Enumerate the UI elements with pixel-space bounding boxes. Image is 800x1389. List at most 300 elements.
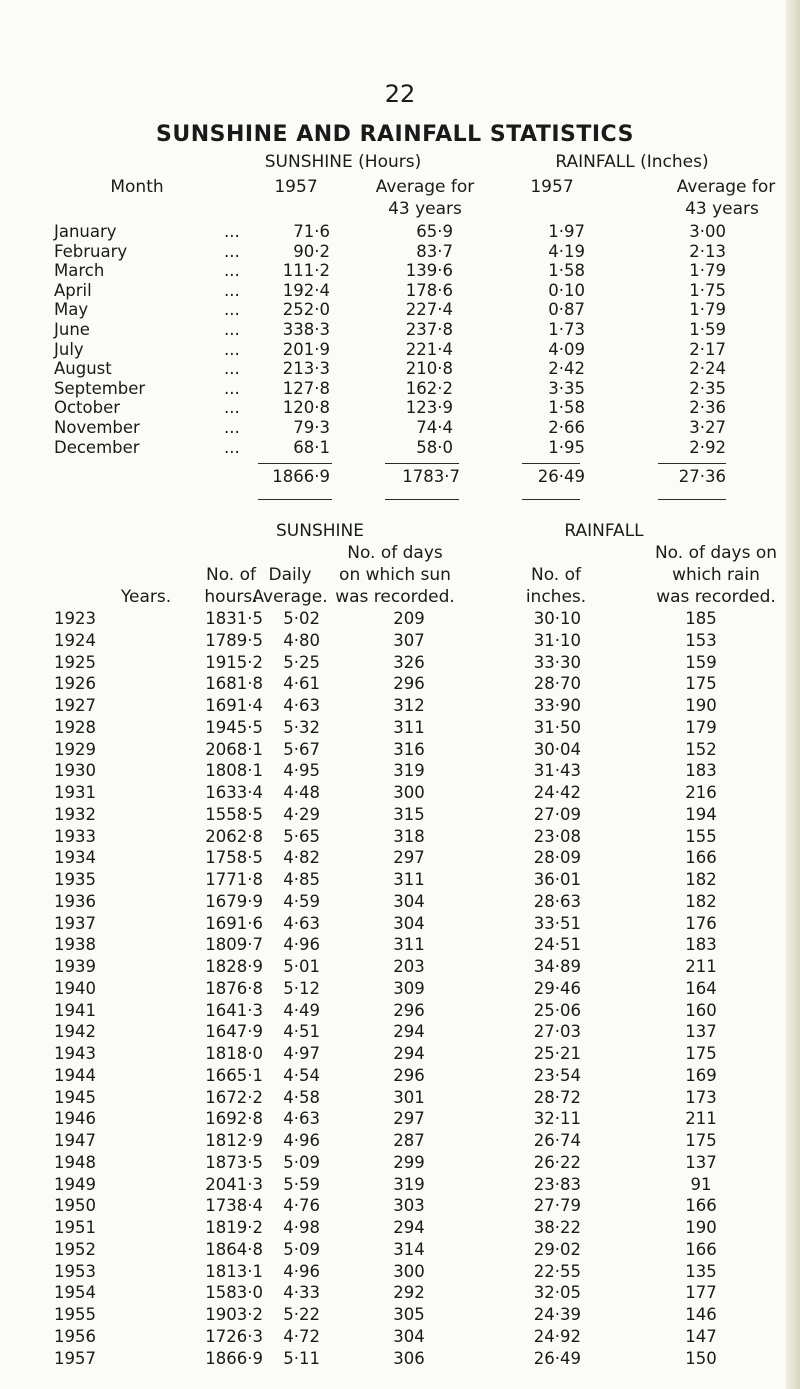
- monthly-table-row: [0, 398, 800, 417]
- sun-days-value: 326: [393, 652, 425, 672]
- daily-average-value: 5·65: [283, 826, 320, 846]
- daily-average-value: 4·59: [283, 891, 320, 911]
- annual-rainfall-group-header: RAINFALL: [564, 521, 644, 541]
- hours-value: 1809·7: [205, 935, 263, 955]
- daily-average-value: 5·12: [283, 978, 320, 998]
- month-name: September: [54, 378, 146, 398]
- daily-average-value: 5·02: [283, 609, 320, 628]
- hours-value: 1641·3: [205, 1000, 263, 1020]
- leader-dots: ...: [224, 398, 240, 418]
- inches-value: 26·49: [533, 1348, 581, 1368]
- month-name: April: [54, 280, 92, 300]
- sun-days-value: 309: [393, 978, 425, 998]
- sun-1957-value: 111·2: [282, 261, 330, 281]
- sun-days-value: 305: [393, 1305, 425, 1324]
- month-name: November: [54, 418, 140, 437]
- col-inches-header-line2: inches.: [525, 587, 587, 607]
- year-value: 1942: [54, 1022, 96, 1042]
- sun-days-value: 303: [393, 1196, 425, 1216]
- inches-value: 27·03: [533, 1022, 581, 1042]
- sun-days-value: 296: [393, 1000, 425, 1020]
- rain-days-value: 182: [685, 891, 717, 911]
- sun-days-value: 297: [393, 1109, 425, 1129]
- sun-1957-value: 90·2: [293, 241, 330, 261]
- monthly-sunshine-group-header: SUNSHINE (Hours): [264, 152, 422, 172]
- year-value: 1938: [54, 935, 96, 955]
- annual-table-row: [0, 1066, 800, 1085]
- col-raindays-header-line3: was recorded.: [656, 587, 776, 607]
- rain-1957-value: 0·87: [548, 300, 585, 320]
- year-value: 1927: [54, 696, 96, 715]
- sun-days-value: 296: [393, 1065, 425, 1085]
- daily-average-value: 4·49: [283, 1000, 320, 1020]
- rain-avg-value: 2·92: [689, 437, 726, 457]
- daily-average-value: 5·32: [283, 717, 320, 737]
- year-value: 1939: [54, 957, 96, 976]
- sun-avg-value: 227·4: [405, 300, 453, 320]
- inches-value: 36·01: [533, 870, 581, 889]
- year-value: 1923: [54, 609, 96, 628]
- rain-days-value: 150: [685, 1348, 717, 1368]
- daily-average-value: 5·09: [283, 1152, 320, 1172]
- col-daily-header-line1: Daily: [268, 565, 312, 585]
- annual-table-row: [0, 957, 800, 976]
- monthly-table-row: [0, 438, 800, 457]
- annual-table-row: [0, 979, 800, 998]
- daily-average-value: 4·95: [283, 761, 320, 781]
- rain-avg-value: 1·79: [689, 300, 726, 320]
- rain-days-value: 216: [685, 783, 717, 802]
- col-rain-avg-header-line1: Average for: [676, 177, 776, 197]
- total-rain-1957: 26·49: [537, 467, 585, 486]
- monthly-table-row: [0, 320, 800, 339]
- sun-days-value: 314: [393, 1239, 425, 1259]
- annual-table-row: [0, 631, 800, 650]
- annual-table-row: [0, 1283, 800, 1302]
- monthly-table-row: [0, 300, 800, 319]
- annual-table-row: [0, 1131, 800, 1150]
- annual-sunshine-group-header: SUNSHINE: [276, 521, 364, 541]
- year-value: 1954: [54, 1283, 96, 1303]
- col-daily-header-line2: Average.: [252, 587, 328, 607]
- rain-days-value: 179: [685, 717, 717, 737]
- rain-days-value: 173: [685, 1087, 717, 1107]
- sun-avg-value: 210·8: [405, 359, 453, 379]
- sun-1957-value: 68·1: [293, 437, 330, 457]
- rain-avg-value: 1·75: [689, 280, 726, 300]
- year-value: 1925: [54, 652, 96, 672]
- year-value: 1932: [54, 804, 96, 824]
- daily-average-value: 5·59: [283, 1174, 320, 1194]
- rain-1957-value: 1·97: [548, 222, 585, 241]
- hours-value: 1691·4: [205, 696, 263, 715]
- sun-days-value: 296: [393, 674, 425, 694]
- inches-value: 24·42: [533, 783, 581, 802]
- inches-value: 33·30: [533, 652, 581, 672]
- daily-average-value: 4·98: [283, 1218, 320, 1237]
- year-value: 1928: [54, 717, 96, 737]
- annual-table-row: [0, 1196, 800, 1215]
- inches-value: 24·51: [533, 935, 581, 955]
- rain-1957-value: 1·95: [548, 437, 585, 457]
- inches-value: 33·51: [533, 913, 581, 933]
- annual-table-row: [0, 1175, 800, 1194]
- monthly-table-row: [0, 222, 800, 241]
- sun-1957-value: 79·3: [293, 418, 330, 437]
- monthly-table-row: [0, 379, 800, 398]
- total-rule-rain-avg: [658, 463, 726, 464]
- rain-days-value: 175: [685, 674, 717, 694]
- hours-value: 1818·0: [205, 1044, 263, 1063]
- daily-average-value: 4·33: [283, 1283, 320, 1303]
- rain-1957-value: 4·19: [548, 241, 585, 261]
- sun-days-value: 304: [393, 891, 425, 911]
- annual-table-row: [0, 1088, 800, 1107]
- year-value: 1953: [54, 1261, 96, 1281]
- sun-days-value: 301: [393, 1087, 425, 1107]
- sun-days-value: 299: [393, 1152, 425, 1172]
- sun-days-value: 287: [393, 1131, 425, 1150]
- leader-dots: ...: [224, 437, 240, 457]
- annual-table-row: [0, 653, 800, 672]
- inches-value: 27·79: [533, 1196, 581, 1216]
- rain-days-value: 194: [685, 804, 717, 824]
- page-title: SUNSHINE AND RAINFALL STATISTICS: [156, 122, 634, 147]
- annual-table-row: [0, 1001, 800, 1020]
- year-value: 1941: [54, 1000, 96, 1020]
- daily-average-value: 4·80: [283, 630, 320, 650]
- year-value: 1936: [54, 891, 96, 911]
- col-raindays-header-line2: which rain: [672, 565, 760, 585]
- rain-1957-value: 4·09: [548, 339, 585, 359]
- inches-value: 31·43: [533, 761, 581, 781]
- hours-value: 1866·9: [205, 1348, 263, 1368]
- sun-avg-value: 58·0: [416, 437, 453, 457]
- hours-value: 1864·8: [205, 1239, 263, 1259]
- leader-dots: ...: [224, 241, 240, 261]
- hours-value: 1583·0: [205, 1283, 263, 1303]
- hours-value: 1812·9: [205, 1131, 263, 1150]
- annual-table-row: [0, 1262, 800, 1281]
- rain-1957-value: 0·10: [548, 280, 585, 300]
- month-name: June: [54, 320, 90, 339]
- year-value: 1944: [54, 1065, 96, 1085]
- month-name: July: [54, 339, 84, 359]
- month-name: October: [54, 398, 121, 418]
- sun-1957-value: 201·9: [282, 339, 330, 359]
- rain-1957-value: 1·58: [548, 398, 585, 418]
- monthly-table-row: [0, 340, 800, 359]
- sun-days-value: 304: [393, 1326, 425, 1346]
- daily-average-value: 4·96: [283, 1261, 320, 1281]
- year-value: 1929: [54, 739, 96, 759]
- annual-table-row: [0, 1109, 800, 1128]
- col-inches-header-line1: No. of: [530, 565, 582, 585]
- col-year-header: Years.: [120, 587, 172, 607]
- daily-average-value: 4·72: [283, 1326, 320, 1346]
- hours-value: 1738·4: [205, 1196, 263, 1216]
- sun-days-value: 297: [393, 848, 425, 868]
- sun-avg-value: 74·4: [416, 418, 453, 437]
- inches-value: 38·22: [533, 1218, 581, 1237]
- hours-value: 1726·3: [205, 1326, 263, 1346]
- daily-average-value: 5·01: [283, 957, 320, 976]
- month-name: March: [54, 261, 105, 281]
- daily-average-value: 4·54: [283, 1065, 320, 1085]
- rain-avg-value: 2·36: [689, 398, 726, 418]
- col-rain-1957-header: 1957: [530, 177, 574, 197]
- month-name: January: [54, 222, 117, 241]
- sun-days-value: 311: [393, 935, 425, 955]
- year-value: 1943: [54, 1044, 96, 1063]
- hours-value: 1758·5: [205, 848, 263, 868]
- year-value: 1935: [54, 870, 96, 889]
- total-rain-avg: 27·36: [678, 467, 726, 486]
- hours-value: 1672·2: [205, 1087, 263, 1107]
- rain-days-value: 164: [685, 978, 717, 998]
- year-value: 1930: [54, 761, 96, 781]
- sun-avg-value: 65·9: [416, 222, 453, 241]
- col-sun-avg-header-line2: 43 years: [388, 199, 462, 219]
- sun-days-value: 318: [393, 826, 425, 846]
- inches-value: 26·74: [533, 1131, 581, 1150]
- double-rule-sun-1957: [258, 499, 332, 500]
- rain-days-value: 190: [685, 696, 717, 715]
- hours-value: 2068·1: [205, 739, 263, 759]
- sun-avg-value: 83·7: [416, 241, 453, 261]
- rain-days-value: 147: [685, 1326, 717, 1346]
- inches-value: 23·54: [533, 1065, 581, 1085]
- col-hours-header-line2: hours.: [204, 587, 258, 607]
- inches-value: 26·22: [533, 1152, 581, 1172]
- annual-table-row: [0, 761, 800, 780]
- sun-days-value: 300: [393, 783, 425, 802]
- daily-average-value: 4·29: [283, 804, 320, 824]
- rain-avg-value: 1·59: [689, 320, 726, 339]
- daily-average-value: 4·96: [283, 1131, 320, 1150]
- year-value: 1934: [54, 848, 96, 868]
- year-value: 1931: [54, 783, 96, 802]
- sun-avg-value: 162·2: [405, 378, 453, 398]
- rain-days-value: 155: [685, 826, 717, 846]
- col-sun-1957-header: 1957: [274, 177, 318, 197]
- annual-table-row: [0, 848, 800, 867]
- annual-table-row: [0, 935, 800, 954]
- annual-table-row: [0, 1327, 800, 1346]
- rain-avg-value: 3·00: [689, 222, 726, 241]
- sun-days-value: 294: [393, 1218, 425, 1237]
- leader-dots: ...: [224, 222, 240, 241]
- inches-value: 34·89: [533, 957, 581, 976]
- hours-value: 1692·8: [205, 1109, 263, 1129]
- hours-value: 1828·9: [205, 957, 263, 976]
- rain-days-value: 91: [690, 1174, 712, 1194]
- inches-value: 30·10: [533, 609, 581, 628]
- inches-value: 28·09: [533, 848, 581, 868]
- total-sun-1957: 1866·9: [272, 467, 330, 486]
- sun-1957-value: 127·8: [282, 378, 330, 398]
- rain-days-value: 166: [685, 848, 717, 868]
- sun-1957-value: 338·3: [282, 320, 330, 339]
- annual-table-row: [0, 870, 800, 889]
- daily-average-value: 5·09: [283, 1239, 320, 1259]
- hours-value: 1915·2: [205, 652, 263, 672]
- monthly-table-row: [0, 359, 800, 378]
- year-value: 1947: [54, 1131, 96, 1150]
- year-value: 1946: [54, 1109, 96, 1129]
- col-sundays-header-line3: was recorded.: [335, 587, 455, 607]
- sun-avg-value: 123·9: [405, 398, 453, 418]
- daily-average-value: 5·67: [283, 739, 320, 759]
- daily-average-value: 4·82: [283, 848, 320, 868]
- inches-value: 31·50: [533, 717, 581, 737]
- sun-avg-value: 178·6: [405, 280, 453, 300]
- sun-1957-value: 120·8: [282, 398, 330, 418]
- month-name: August: [54, 359, 112, 379]
- daily-average-value: 4·58: [283, 1087, 320, 1107]
- hours-value: 2062·8: [205, 826, 263, 846]
- year-value: 1933: [54, 826, 96, 846]
- annual-table-row: [0, 1022, 800, 1041]
- year-value: 1956: [54, 1326, 96, 1346]
- sun-days-value: 294: [393, 1022, 425, 1042]
- hours-value: 1831·5: [205, 609, 263, 628]
- annual-table-row: [0, 1305, 800, 1324]
- col-sun-avg-header-line1: Average for: [375, 177, 475, 197]
- rain-avg-value: 1·79: [689, 261, 726, 281]
- annual-table-row: [0, 674, 800, 693]
- sun-1957-value: 213·3: [282, 359, 330, 379]
- leader-dots: ...: [224, 280, 240, 300]
- inches-value: 29·46: [533, 978, 581, 998]
- rain-days-value: 135: [685, 1261, 717, 1281]
- hours-value: 1647·9: [205, 1022, 263, 1042]
- inches-value: 31·10: [533, 630, 581, 650]
- daily-average-value: 4·63: [283, 696, 320, 715]
- daily-average-value: 5·11: [283, 1348, 320, 1368]
- rain-1957-value: 2·66: [548, 418, 585, 437]
- rain-1957-value: 1·58: [548, 261, 585, 281]
- rain-avg-value: 2·35: [689, 378, 726, 398]
- rain-days-value: 137: [685, 1022, 717, 1042]
- year-value: 1945: [54, 1087, 96, 1107]
- leader-dots: ...: [224, 339, 240, 359]
- year-value: 1951: [54, 1218, 96, 1237]
- leader-dots: ...: [224, 378, 240, 398]
- daily-average-value: 4·63: [283, 1109, 320, 1129]
- rain-days-value: 211: [685, 957, 717, 976]
- sun-days-value: 294: [393, 1044, 425, 1063]
- leader-dots: ...: [224, 418, 240, 437]
- inches-value: 28·70: [533, 674, 581, 694]
- rain-1957-value: 3·35: [548, 378, 585, 398]
- hours-value: 1903·2: [205, 1305, 263, 1324]
- annual-table-row: [0, 609, 800, 628]
- rain-days-value: 146: [685, 1305, 717, 1324]
- year-value: 1957: [54, 1348, 96, 1368]
- daily-average-value: 4·51: [283, 1022, 320, 1042]
- rain-days-value: 183: [685, 935, 717, 955]
- sun-days-value: 312: [393, 696, 425, 715]
- annual-table-row: [0, 696, 800, 715]
- year-value: 1924: [54, 630, 96, 650]
- inches-value: 25·06: [533, 1000, 581, 1020]
- inches-value: 33·90: [533, 696, 581, 715]
- double-rule-rain-1957: [522, 499, 580, 500]
- rain-avg-value: 2·13: [689, 241, 726, 261]
- inches-value: 23·08: [533, 826, 581, 846]
- annual-table-row: [0, 914, 800, 933]
- rain-days-value: 175: [685, 1131, 717, 1150]
- rain-days-value: 183: [685, 761, 717, 781]
- rain-days-value: 169: [685, 1065, 717, 1085]
- inches-value: 32·11: [533, 1109, 581, 1129]
- rain-1957-value: 1·73: [548, 320, 585, 339]
- daily-average-value: 4·96: [283, 935, 320, 955]
- year-value: 1937: [54, 913, 96, 933]
- annual-table-row: [0, 1044, 800, 1063]
- col-sundays-header-line1: No. of days: [347, 543, 443, 563]
- rain-days-value: 176: [685, 913, 717, 933]
- sun-days-value: 292: [393, 1283, 425, 1303]
- hours-value: 1771·8: [205, 870, 263, 889]
- annual-table-row: [0, 805, 800, 824]
- inches-value: 27·09: [533, 804, 581, 824]
- sun-days-value: 203: [393, 957, 425, 976]
- annual-table-row: [0, 718, 800, 737]
- hours-value: 1681·8: [205, 674, 263, 694]
- daily-average-value: 4·63: [283, 913, 320, 933]
- sun-avg-value: 139·6: [405, 261, 453, 281]
- sun-avg-value: 237·8: [405, 320, 453, 339]
- sun-days-value: 319: [393, 1174, 425, 1194]
- col-hours-header-line1: No. of: [205, 565, 257, 585]
- total-rule-rain-1957: [522, 463, 580, 464]
- hours-value: 1665·1: [205, 1065, 263, 1085]
- daily-average-value: 4·85: [283, 870, 320, 889]
- rain-days-value: 182: [685, 870, 717, 889]
- hours-value: 1876·8: [205, 978, 263, 998]
- inches-value: 25·21: [533, 1044, 581, 1063]
- sun-days-value: 300: [393, 1261, 425, 1281]
- total-sun-avg: 1783·7: [402, 467, 460, 486]
- inches-value: 28·72: [533, 1087, 581, 1107]
- rain-avg-value: 2·24: [689, 359, 726, 379]
- hours-value: 1558·5: [205, 804, 263, 824]
- annual-table-row: [0, 892, 800, 911]
- hours-value: 1691·6: [205, 913, 263, 933]
- hours-value: 2041·3: [205, 1174, 263, 1194]
- monthly-rainfall-group-header: RAINFALL (Inches): [555, 152, 709, 172]
- rain-days-value: 166: [685, 1239, 717, 1259]
- leader-dots: ...: [224, 300, 240, 320]
- monthly-table-row: [0, 261, 800, 280]
- col-rain-avg-header-line2: 43 years: [685, 199, 759, 219]
- rain-days-value: 177: [685, 1283, 717, 1303]
- sun-days-value: 304: [393, 913, 425, 933]
- daily-average-value: 4·61: [283, 674, 320, 694]
- daily-average-value: 4·48: [283, 783, 320, 802]
- year-value: 1955: [54, 1305, 96, 1324]
- year-value: 1940: [54, 978, 96, 998]
- monthly-table-row: [0, 281, 800, 300]
- year-value: 1952: [54, 1239, 96, 1259]
- rain-days-value: 211: [685, 1109, 717, 1129]
- sun-1957-value: 252·0: [282, 300, 330, 320]
- month-name: February: [54, 241, 128, 261]
- annual-table-row: [0, 1218, 800, 1237]
- rain-avg-value: 2·17: [689, 339, 726, 359]
